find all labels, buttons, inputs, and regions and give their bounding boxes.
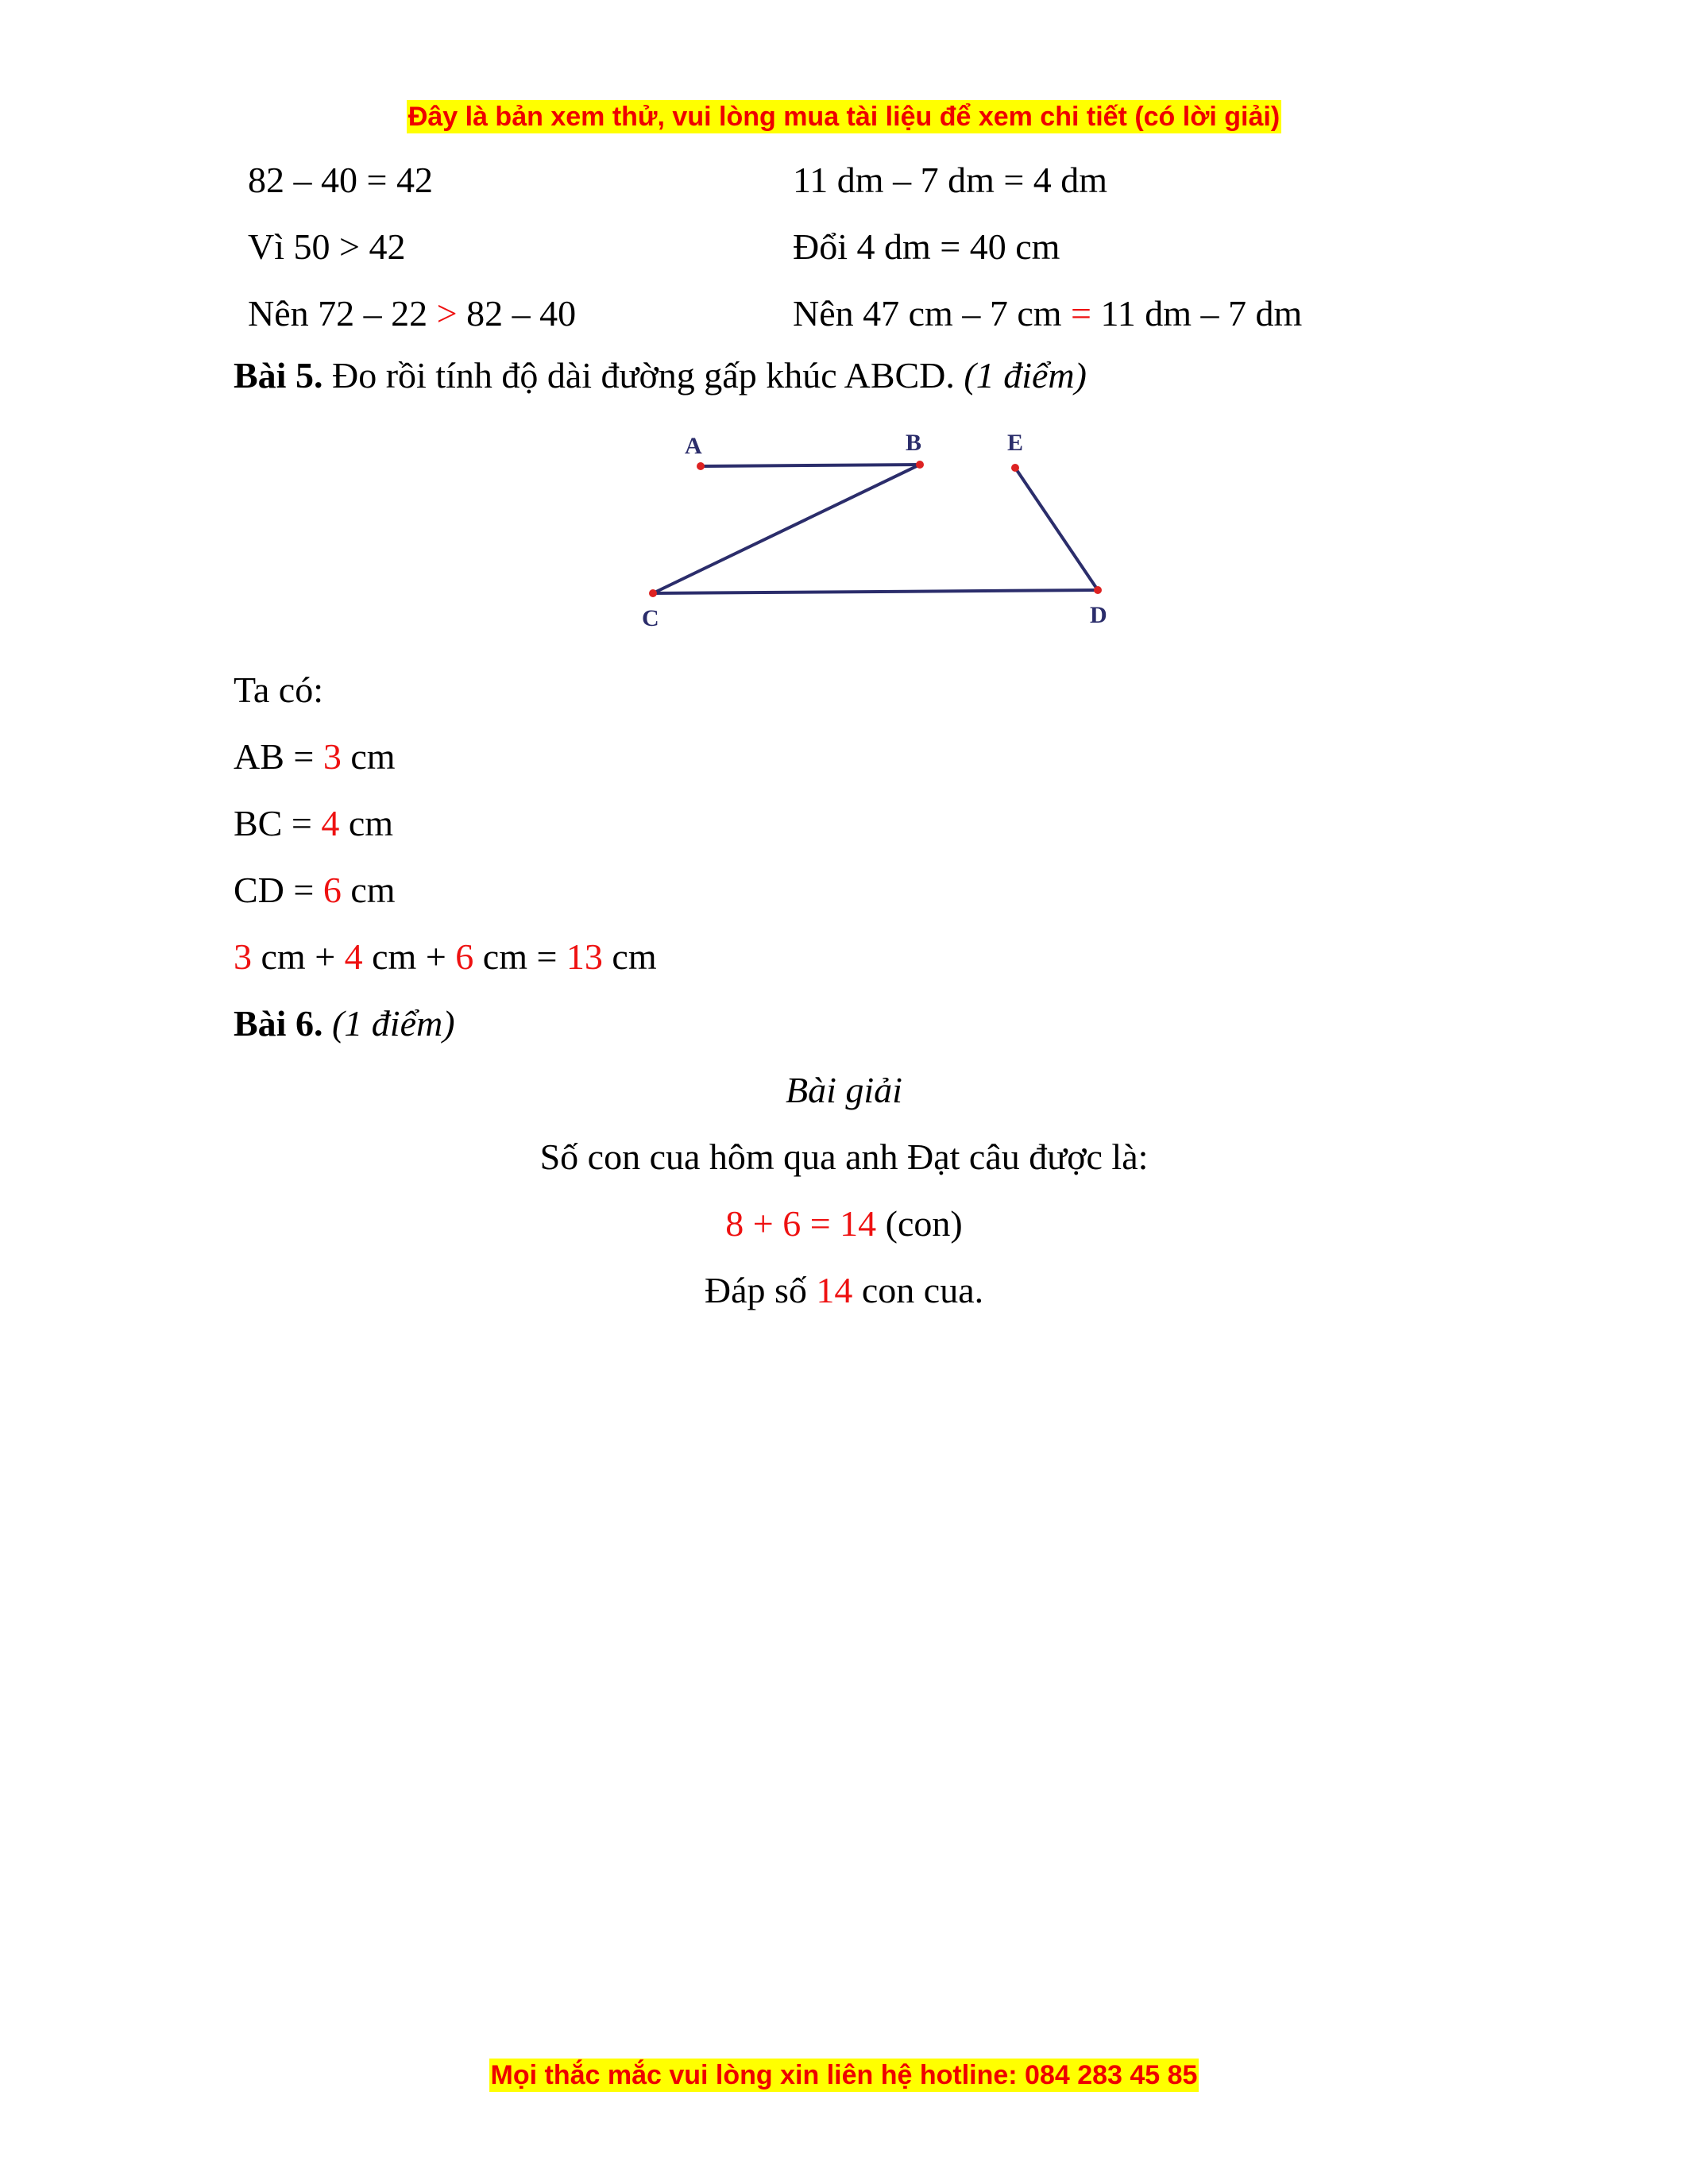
ab-prefix: AB = — [234, 736, 315, 777]
answer-line — [0, 1272, 1688, 1309]
label-d: D — [1090, 602, 1107, 628]
question-line: Số con cua hôm qua anh Đạt câu được là: — [539, 1136, 1149, 1177]
bai6-heading — [234, 1005, 455, 1042]
left-line-2: Vì 50 > 42 — [248, 226, 406, 267]
point-e — [1011, 464, 1019, 472]
calc-line — [0, 1203, 1688, 1244]
bai-giai-heading — [0, 1072, 1688, 1109]
bc-line — [234, 805, 393, 842]
label-b: B — [906, 430, 922, 456]
calc-expression: 8 + 6 = 14 — [725, 1203, 877, 1244]
left-line-3 — [248, 295, 576, 332]
point-b — [916, 461, 924, 469]
segment-ed — [1015, 468, 1098, 590]
bai-giai-text: Bài giải — [786, 1070, 902, 1110]
ab-unit: cm — [350, 736, 396, 777]
bai5-heading — [234, 357, 1087, 394]
preview-notice-text: Đây là bản xem thử, vui lòng mua tài liệu để xem chi tiết (có lời giải) — [408, 102, 1280, 132]
ab-value: 3 — [323, 736, 342, 777]
left-line-3-a: Nên 72 – 22 — [248, 293, 428, 334]
hotline-text: Mọi thắc mắc vui lòng xin liên hệ hotline: 084 283 45 85 — [490, 2060, 1198, 2090]
answer-value: 14 — [816, 1270, 853, 1310]
bai6-label: Bài 6. — [234, 1003, 323, 1044]
preview-notice — [0, 102, 1688, 133]
left-line-3-b: 82 – 40 — [466, 293, 577, 334]
segment-ab — [701, 465, 920, 466]
sum-unit: cm — [612, 936, 657, 977]
hotline-notice — [0, 2060, 1688, 2091]
bai6-points: (1 điểm) — [331, 1003, 455, 1044]
ab-line — [234, 736, 396, 777]
calc-unit: (con) — [885, 1203, 963, 1244]
right-line-3-a: Nên 47 cm – 7 cm — [793, 293, 1062, 334]
equal-sign: = — [1071, 293, 1091, 334]
point-a — [697, 462, 705, 470]
point-c — [649, 589, 657, 597]
bai5-text: Đo rồi tính độ dài đường gấp khúc ABCD. — [331, 355, 955, 396]
sum-op-3: cm = — [482, 936, 558, 977]
bc-prefix: BC = — [234, 803, 312, 843]
sum-result: 13 — [566, 936, 603, 977]
bc-value: 4 — [321, 803, 340, 843]
sum-term-1: 3 — [234, 936, 252, 977]
right-line-2: Đổi 4 dm = 40 cm — [793, 226, 1060, 267]
label-c: C — [642, 605, 659, 631]
segment-cd — [653, 590, 1098, 593]
answer-prefix: Đáp số — [704, 1270, 807, 1310]
cd-line — [234, 872, 396, 909]
sum-op-1: cm + — [261, 936, 336, 977]
ta-co: Ta có: — [234, 669, 324, 710]
right-line-3 — [793, 295, 1302, 332]
sum-line — [234, 936, 657, 977]
polyline-figure — [628, 425, 1136, 639]
bc-unit: cm — [348, 803, 394, 843]
sum-op-2: cm + — [372, 936, 446, 977]
segment-bc — [653, 465, 920, 593]
answer-suffix: con cua. — [861, 1270, 984, 1310]
sum-term-2: 4 — [344, 936, 363, 977]
bai5-points: (1 điểm) — [964, 355, 1087, 396]
bai5-label: Bài 5. — [234, 355, 323, 396]
cd-prefix: CD = — [234, 870, 315, 910]
sum-term-3: 6 — [455, 936, 474, 977]
label-e: E — [1007, 430, 1024, 456]
label-a: A — [685, 433, 702, 459]
cd-unit: cm — [350, 870, 396, 910]
left-line-1: 82 – 40 = 42 — [248, 160, 433, 200]
right-line-1: 11 dm – 7 dm = 4 dm — [793, 160, 1108, 200]
cd-value: 6 — [323, 870, 342, 910]
right-line-3-b: 11 dm – 7 dm — [1100, 293, 1303, 334]
greater-sign: > — [436, 293, 458, 334]
point-d — [1094, 586, 1102, 594]
